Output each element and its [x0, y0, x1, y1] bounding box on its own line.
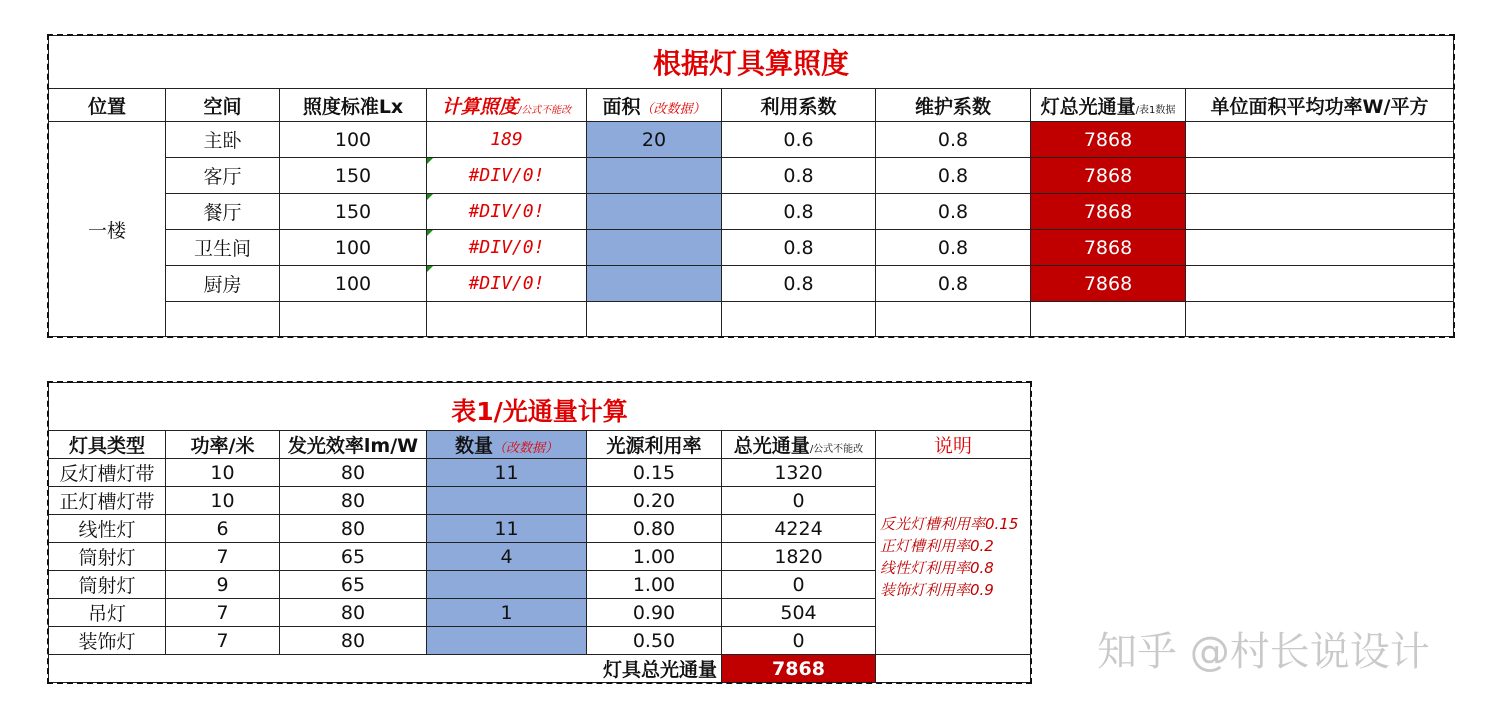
header-standard: 照度标准Lx	[280, 89, 427, 122]
util-cell[interactable]: 0.80	[587, 515, 722, 543]
flux-cell: 7868	[1031, 230, 1186, 266]
flux-cell: 7868	[1031, 158, 1186, 194]
header-maintenance: 维护系数	[876, 89, 1031, 122]
flux-cell: 7868	[1031, 266, 1186, 302]
illuminance-table	[48, 35, 1454, 337]
table2-title: 表1/光通量计算	[49, 383, 1031, 431]
maint-cell[interactable]: 0.8	[876, 158, 1031, 194]
note-line: 线性灯利用率0.8	[880, 558, 994, 577]
type-cell[interactable]: 筒射灯	[49, 571, 166, 599]
power-cell[interactable]: 6	[166, 515, 280, 543]
standard-cell[interactable]: 150	[280, 194, 427, 230]
qty-cell[interactable]: 1	[427, 599, 587, 627]
qty-cell[interactable]	[427, 571, 587, 599]
table-row	[49, 302, 1454, 337]
header-flux: 灯总光通量/表1数据	[1031, 89, 1186, 122]
empty-cell	[876, 655, 1031, 683]
header-type: 灯具类型	[49, 431, 166, 459]
flux-cell: 1820	[722, 543, 876, 571]
util-cell[interactable]: 0.8	[722, 266, 876, 302]
density-cell[interactable]	[1186, 266, 1454, 302]
total-label: 灯具总光通量	[49, 655, 722, 683]
util-cell[interactable]: 0.15	[587, 459, 722, 487]
header-qty: 数量（改数据）	[427, 431, 587, 459]
util-cell[interactable]: 0.8	[722, 194, 876, 230]
note-line: 正灯槽利用率0.2	[880, 536, 994, 555]
header-efficacy: 发光效率lm/W	[280, 431, 427, 459]
qty-cell[interactable]: 11	[427, 459, 587, 487]
power-cell[interactable]: 7	[166, 627, 280, 655]
space-cell[interactable]: 餐厅	[166, 194, 280, 230]
header-calc: 计算照度/公式不能改	[427, 89, 587, 122]
notes-cell	[876, 459, 1031, 655]
power-cell[interactable]: 10	[166, 487, 280, 515]
header-position: 位置	[49, 89, 166, 122]
calc-cell: #DIV/0!	[427, 230, 587, 266]
maint-cell[interactable]: 0.8	[876, 266, 1031, 302]
table-row	[49, 194, 1454, 230]
empty-cell[interactable]	[722, 302, 876, 337]
header-power: 功率/米	[166, 431, 280, 459]
empty-cell[interactable]	[280, 302, 427, 337]
empty-cell[interactable]	[1031, 302, 1186, 337]
maint-cell[interactable]: 0.8	[876, 230, 1031, 266]
area-cell[interactable]	[587, 230, 722, 266]
maint-cell[interactable]: 0.8	[876, 122, 1031, 158]
util-cell[interactable]: 0.50	[587, 627, 722, 655]
table1-title: 根据灯具算照度	[49, 36, 1454, 89]
type-cell[interactable]: 筒射灯	[49, 543, 166, 571]
area-cell[interactable]	[587, 194, 722, 230]
table-row	[49, 122, 1454, 158]
util-cell[interactable]: 0.90	[587, 599, 722, 627]
util-cell[interactable]: 0.20	[587, 487, 722, 515]
empty-cell[interactable]	[427, 302, 587, 337]
flux-cell: 0	[722, 571, 876, 599]
qty-cell[interactable]: 4	[427, 543, 587, 571]
calc-cell: #DIV/0!	[427, 194, 587, 230]
density-cell[interactable]	[1186, 158, 1454, 194]
flux-cell: 1320	[722, 459, 876, 487]
table-row	[49, 459, 1031, 487]
empty-cell[interactable]	[587, 302, 722, 337]
header-utilization: 利用系数	[722, 89, 876, 122]
util-cell[interactable]: 0.6	[722, 122, 876, 158]
table-row	[49, 266, 1454, 302]
total-row	[49, 655, 1031, 683]
empty-cell[interactable]	[1186, 302, 1454, 337]
qty-cell[interactable]: 11	[427, 515, 587, 543]
space-cell[interactable]: 主卧	[166, 122, 280, 158]
standard-cell[interactable]: 100	[280, 230, 427, 266]
qty-cell[interactable]	[427, 487, 587, 515]
standard-cell[interactable]: 150	[280, 158, 427, 194]
qty-cell[interactable]	[427, 627, 587, 655]
efficacy-cell[interactable]: 65	[280, 571, 427, 599]
power-cell[interactable]: 7	[166, 599, 280, 627]
luminous-flux-table	[48, 382, 1031, 683]
space-cell[interactable]: 厨房	[166, 266, 280, 302]
power-cell[interactable]: 9	[166, 571, 280, 599]
calc-cell: 189	[427, 122, 587, 158]
note-line: 装饰灯利用率0.9	[880, 580, 994, 599]
density-cell[interactable]	[1186, 230, 1454, 266]
type-cell[interactable]: 反灯槽灯带	[49, 459, 166, 487]
maint-cell[interactable]: 0.8	[876, 194, 1031, 230]
efficacy-cell[interactable]: 80	[280, 515, 427, 543]
density-cell[interactable]	[1186, 122, 1454, 158]
space-cell[interactable]: 卫生间	[166, 230, 280, 266]
type-cell[interactable]: 装饰灯	[49, 627, 166, 655]
header-area: 面积（改数据）	[587, 89, 722, 122]
note-line: 反光灯槽利用率0.15	[880, 514, 1019, 533]
density-cell[interactable]	[1186, 194, 1454, 230]
calc-cell: #DIV/0!	[427, 158, 587, 194]
efficacy-cell[interactable]: 80	[280, 487, 427, 515]
flux-cell: 0	[722, 627, 876, 655]
type-cell[interactable]: 吊灯	[49, 599, 166, 627]
efficacy-cell[interactable]: 65	[280, 543, 427, 571]
efficacy-cell[interactable]: 80	[280, 627, 427, 655]
floor-cell: 一楼	[49, 122, 166, 337]
header-power-density: 单位面积平均功率W/平方	[1186, 89, 1454, 122]
table-row	[49, 158, 1454, 194]
area-cell[interactable]: 20	[587, 122, 722, 158]
type-cell[interactable]: 线性灯	[49, 515, 166, 543]
efficacy-cell[interactable]: 80	[280, 459, 427, 487]
empty-cell[interactable]	[876, 302, 1031, 337]
flux-cell: 504	[722, 599, 876, 627]
area-cell[interactable]	[587, 266, 722, 302]
empty-cell[interactable]	[166, 302, 280, 337]
total-value: 7868	[722, 655, 876, 683]
flux-cell: 7868	[1031, 194, 1186, 230]
standard-cell[interactable]: 100	[280, 266, 427, 302]
flux-cell: 0	[722, 487, 876, 515]
watermark: 知乎 @村长说设计	[1097, 629, 1430, 675]
util-cell[interactable]: 1.00	[587, 543, 722, 571]
util-cell[interactable]: 1.00	[587, 571, 722, 599]
space-cell[interactable]: 客厅	[166, 158, 280, 194]
flux-cell: 4224	[722, 515, 876, 543]
header-desc: 说明	[876, 431, 1031, 459]
header-flux: 总光通量/公式不能改	[722, 431, 876, 459]
type-cell[interactable]: 正灯槽灯带	[49, 487, 166, 515]
header-util: 光源利用率	[587, 431, 722, 459]
table-row	[49, 230, 1454, 266]
efficacy-cell[interactable]: 80	[280, 599, 427, 627]
util-cell[interactable]: 0.8	[722, 158, 876, 194]
standard-cell[interactable]: 100	[280, 122, 427, 158]
util-cell[interactable]: 0.8	[722, 230, 876, 266]
header-space: 空间	[166, 89, 280, 122]
area-cell[interactable]	[587, 158, 722, 194]
power-cell[interactable]: 10	[166, 459, 280, 487]
calc-cell: #DIV/0!	[427, 266, 587, 302]
flux-cell: 7868	[1031, 122, 1186, 158]
power-cell[interactable]: 7	[166, 543, 280, 571]
